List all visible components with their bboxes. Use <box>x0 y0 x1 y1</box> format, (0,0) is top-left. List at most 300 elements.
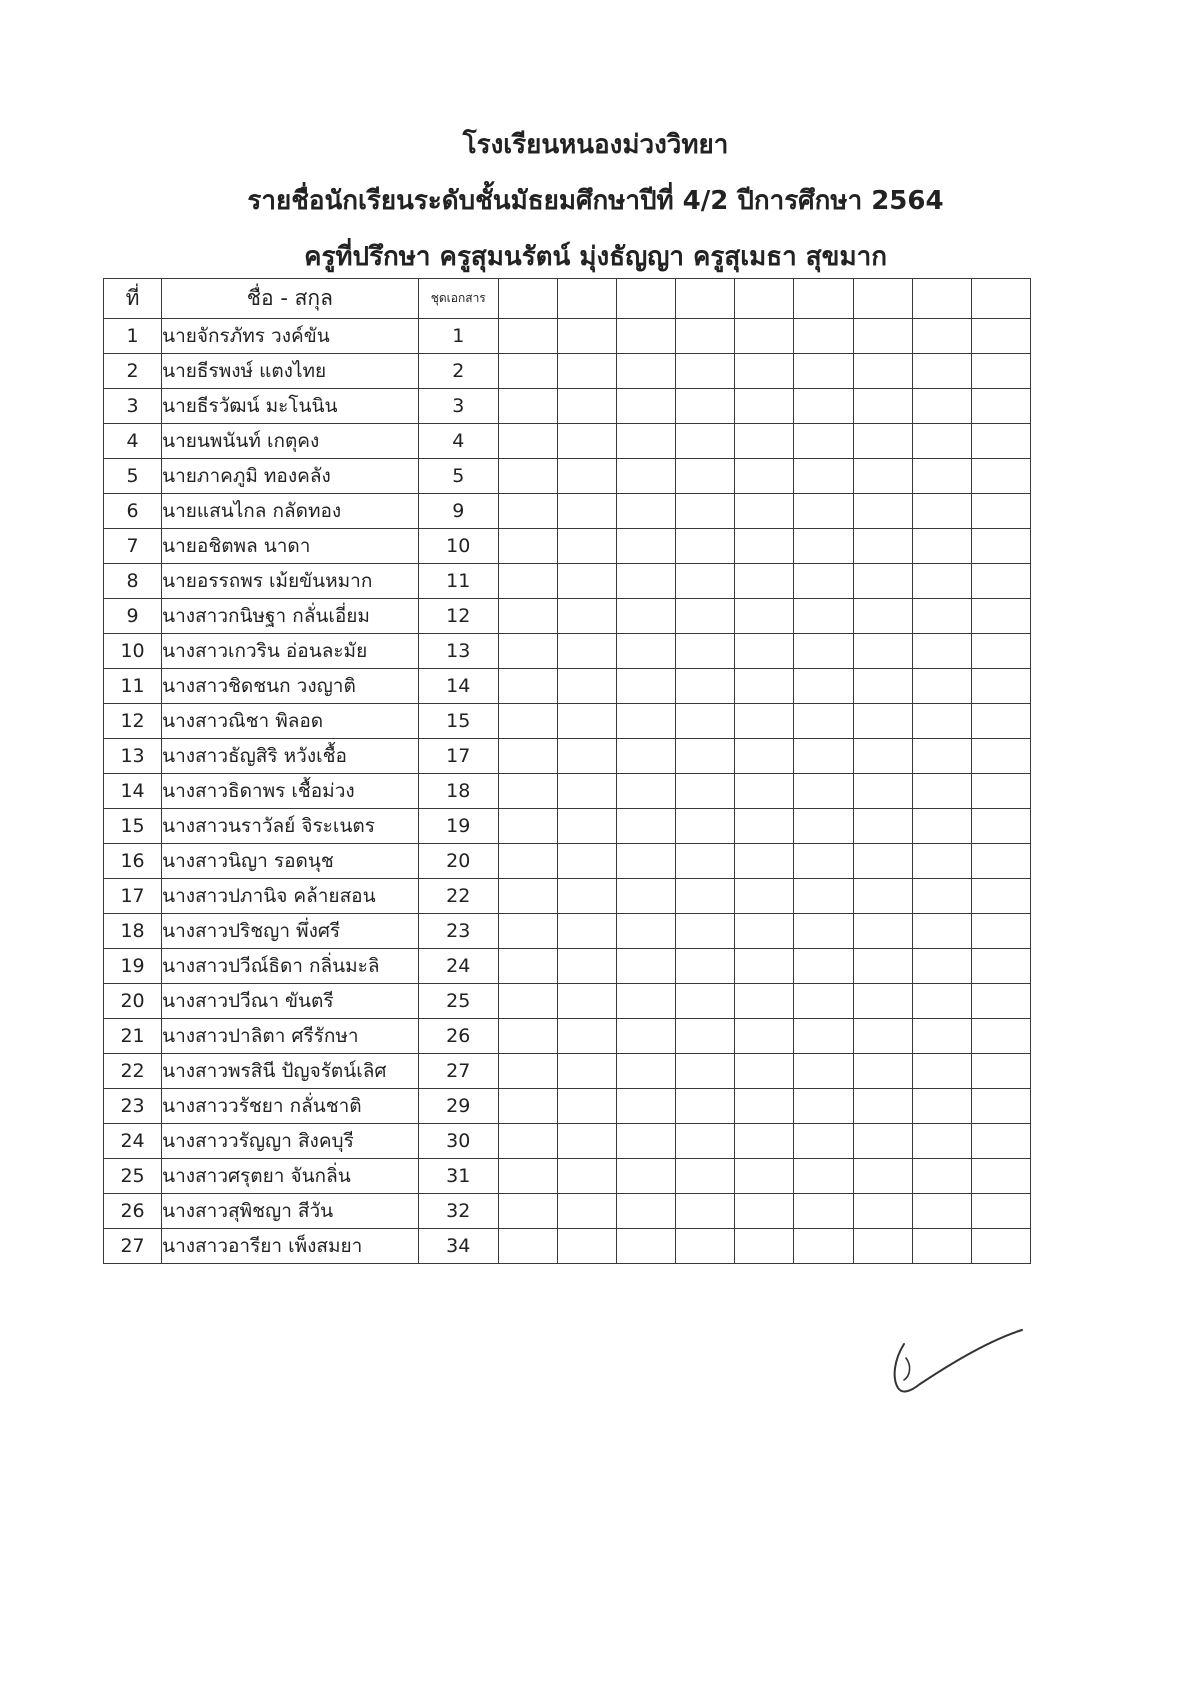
blank-cell <box>794 1054 853 1089</box>
row-number: 11 <box>104 669 162 704</box>
document-set-number: 15 <box>418 704 498 739</box>
row-number: 8 <box>104 564 162 599</box>
document-set-number: 14 <box>418 669 498 704</box>
blank-cell <box>971 1194 1030 1229</box>
document-set-number: 3 <box>418 389 498 424</box>
blank-cell <box>617 739 676 774</box>
blank-cell <box>912 599 971 634</box>
blank-cell <box>735 1229 794 1264</box>
blank-cell <box>617 529 676 564</box>
row-number: 21 <box>104 1019 162 1054</box>
blank-cell <box>794 494 853 529</box>
blank-cell <box>735 1089 794 1124</box>
blank-cell <box>617 1124 676 1159</box>
blank-cell <box>557 739 616 774</box>
blank-cell <box>794 1019 853 1054</box>
blank-cell <box>498 1124 557 1159</box>
blank-cell <box>557 704 616 739</box>
blank-cell <box>557 354 616 389</box>
blank-cell <box>735 354 794 389</box>
blank-cell <box>735 634 794 669</box>
blank-cell <box>617 599 676 634</box>
blank-cell <box>557 1054 616 1089</box>
blank-column-header <box>557 279 616 319</box>
blank-cell <box>557 389 616 424</box>
blank-cell <box>794 669 853 704</box>
blank-cell <box>735 1124 794 1159</box>
blank-cell <box>853 1054 912 1089</box>
blank-cell <box>853 809 912 844</box>
blank-cell <box>912 774 971 809</box>
blank-cell <box>617 704 676 739</box>
row-number: 4 <box>104 424 162 459</box>
blank-cell <box>498 1054 557 1089</box>
blank-cell <box>498 704 557 739</box>
blank-cell <box>971 1124 1030 1159</box>
table-row <box>104 704 1031 739</box>
row-number: 2 <box>104 354 162 389</box>
blank-cell <box>794 529 853 564</box>
blank-cell <box>735 389 794 424</box>
blank-cell <box>498 1194 557 1229</box>
blank-cell <box>617 389 676 424</box>
blank-cell <box>794 459 853 494</box>
blank-cell <box>912 1159 971 1194</box>
row-number: 9 <box>104 599 162 634</box>
table-row <box>104 774 1031 809</box>
blank-cell <box>557 599 616 634</box>
student-name: นางสาวศรุตยา จันกลิ่น <box>162 1159 419 1194</box>
blank-cell <box>794 1194 853 1229</box>
document-set-number: 31 <box>418 1159 498 1194</box>
blank-cell <box>912 704 971 739</box>
blank-cell <box>676 809 735 844</box>
blank-cell <box>498 389 557 424</box>
blank-cell <box>676 739 735 774</box>
blank-cell <box>971 529 1030 564</box>
blank-cell <box>971 1089 1030 1124</box>
blank-cell <box>676 1089 735 1124</box>
blank-cell <box>971 599 1030 634</box>
blank-cell <box>853 914 912 949</box>
blank-cell <box>617 459 676 494</box>
blank-cell <box>557 1089 616 1124</box>
blank-cell <box>735 879 794 914</box>
row-number: 18 <box>104 914 162 949</box>
blank-cell <box>498 494 557 529</box>
blank-cell <box>557 634 616 669</box>
blank-cell <box>853 739 912 774</box>
blank-cell <box>794 1124 853 1159</box>
student-name: นางสาวปวีณ์ธิดา กลิ่นมะลิ <box>162 949 419 984</box>
blank-cell <box>794 949 853 984</box>
document-set-number: 26 <box>418 1019 498 1054</box>
blank-cell <box>676 879 735 914</box>
row-number: 16 <box>104 844 162 879</box>
student-name: นายนพนันท์ เกตุคง <box>162 424 419 459</box>
blank-cell <box>794 599 853 634</box>
row-number: 12 <box>104 704 162 739</box>
student-name: นายภาคภูมิ ทองคลัง <box>162 459 419 494</box>
blank-cell <box>676 704 735 739</box>
blank-cell <box>794 634 853 669</box>
blank-cell <box>794 1159 853 1194</box>
blank-column-header <box>735 279 794 319</box>
row-number: 6 <box>104 494 162 529</box>
blank-cell <box>971 424 1030 459</box>
blank-cell <box>971 984 1030 1019</box>
table-row <box>104 1159 1031 1194</box>
blank-cell <box>853 319 912 354</box>
blank-cell <box>557 459 616 494</box>
blank-cell <box>971 354 1030 389</box>
row-number: 22 <box>104 1054 162 1089</box>
document-set-number: 13 <box>418 634 498 669</box>
blank-cell <box>617 844 676 879</box>
blank-cell <box>617 354 676 389</box>
blank-cell <box>794 774 853 809</box>
table-row <box>104 1124 1031 1159</box>
row-number: 17 <box>104 879 162 914</box>
table-row <box>104 1019 1031 1054</box>
blank-cell <box>676 1019 735 1054</box>
blank-column-header <box>676 279 735 319</box>
table-row <box>104 914 1031 949</box>
blank-cell <box>794 704 853 739</box>
student-name: นายอรรถพร เม้ยขันหมาก <box>162 564 419 599</box>
blank-cell <box>853 459 912 494</box>
blank-cell <box>498 599 557 634</box>
blank-cell <box>498 739 557 774</box>
blank-cell <box>676 424 735 459</box>
blank-cell <box>617 1159 676 1194</box>
blank-cell <box>676 1054 735 1089</box>
blank-cell <box>557 319 616 354</box>
blank-cell <box>498 424 557 459</box>
blank-cell <box>498 669 557 704</box>
blank-cell <box>676 494 735 529</box>
blank-cell <box>853 599 912 634</box>
blank-column-header <box>971 279 1030 319</box>
blank-cell <box>912 529 971 564</box>
blank-cell <box>676 1124 735 1159</box>
blank-cell <box>735 564 794 599</box>
row-number: 24 <box>104 1124 162 1159</box>
student-name: นางสาวนิญา รอดนุช <box>162 844 419 879</box>
row-number: 10 <box>104 634 162 669</box>
blank-cell <box>557 529 616 564</box>
table-header-row <box>104 279 1031 319</box>
blank-cell <box>498 1159 557 1194</box>
blank-cell <box>557 1194 616 1229</box>
blank-cell <box>971 389 1030 424</box>
document-set-number: 19 <box>418 809 498 844</box>
blank-cell <box>735 1159 794 1194</box>
blank-cell <box>557 1124 616 1159</box>
blank-cell <box>735 319 794 354</box>
document-set-number: 22 <box>418 879 498 914</box>
blank-cell <box>735 984 794 1019</box>
blank-cell <box>676 564 735 599</box>
student-name: นางสาวปวีณา ขันตรี <box>162 984 419 1019</box>
document-set-number: 18 <box>418 774 498 809</box>
student-name: นางสาวชิดชนก วงญาติ <box>162 669 419 704</box>
table-row <box>104 739 1031 774</box>
row-number: 20 <box>104 984 162 1019</box>
blank-cell <box>735 844 794 879</box>
blank-cell <box>912 914 971 949</box>
blank-cell <box>912 809 971 844</box>
document-set-number: 11 <box>418 564 498 599</box>
blank-column-header <box>617 279 676 319</box>
table-row <box>104 424 1031 459</box>
document-set-number: 12 <box>418 599 498 634</box>
blank-cell <box>853 529 912 564</box>
blank-cell <box>617 669 676 704</box>
row-number: 23 <box>104 1089 162 1124</box>
blank-cell <box>676 389 735 424</box>
blank-cell <box>853 879 912 914</box>
blank-cell <box>617 984 676 1019</box>
blank-cell <box>498 984 557 1019</box>
blank-cell <box>971 879 1030 914</box>
blank-cell <box>853 1194 912 1229</box>
blank-cell <box>794 844 853 879</box>
blank-cell <box>912 634 971 669</box>
blank-cell <box>557 564 616 599</box>
blank-cell <box>735 914 794 949</box>
blank-cell <box>617 494 676 529</box>
blank-cell <box>853 389 912 424</box>
blank-cell <box>735 669 794 704</box>
blank-cell <box>498 914 557 949</box>
blank-cell <box>735 949 794 984</box>
table-row <box>104 354 1031 389</box>
table-row <box>104 529 1031 564</box>
blank-cell <box>617 879 676 914</box>
blank-cell <box>912 1194 971 1229</box>
blank-cell <box>912 1089 971 1124</box>
document-set-number: 5 <box>418 459 498 494</box>
row-number: 1 <box>104 319 162 354</box>
blank-cell <box>735 529 794 564</box>
blank-cell <box>676 354 735 389</box>
document-set-number: 10 <box>418 529 498 564</box>
blank-cell <box>912 1054 971 1089</box>
blank-cell <box>617 424 676 459</box>
blank-cell <box>498 1089 557 1124</box>
blank-cell <box>912 459 971 494</box>
table-row <box>104 599 1031 634</box>
blank-cell <box>498 354 557 389</box>
document-set-number: 27 <box>418 1054 498 1089</box>
blank-cell <box>735 459 794 494</box>
blank-cell <box>735 599 794 634</box>
blank-cell <box>912 424 971 459</box>
table-row <box>104 319 1031 354</box>
blank-cell <box>617 774 676 809</box>
blank-cell <box>557 424 616 459</box>
student-name: นายจักรภัทร วงค์ขัน <box>162 319 419 354</box>
student-name: นายธีรพงษ์ แตงไทย <box>162 354 419 389</box>
student-name: นางสาวสุพิชญา สีวัน <box>162 1194 419 1229</box>
row-number: 14 <box>104 774 162 809</box>
blank-cell <box>794 1229 853 1264</box>
blank-cell <box>971 564 1030 599</box>
blank-cell <box>676 774 735 809</box>
blank-cell <box>498 459 557 494</box>
blank-cell <box>557 494 616 529</box>
blank-cell <box>912 354 971 389</box>
handwritten-signature-icon <box>880 1322 1030 1402</box>
blank-cell <box>676 669 735 704</box>
blank-cell <box>853 704 912 739</box>
blank-cell <box>498 529 557 564</box>
blank-column-header <box>794 279 853 319</box>
blank-cell <box>557 809 616 844</box>
blank-cell <box>735 704 794 739</box>
advisor-line: ครูที่ปรึกษา ครูสุมนรัตน์ มุ่งธัญญา ครูสุเมธา สุขมาก <box>304 242 887 272</box>
document-set-number: 32 <box>418 1194 498 1229</box>
blank-cell <box>794 739 853 774</box>
blank-cell <box>735 1054 794 1089</box>
school-name: โรงเรียนหนองม่วงวิทยา <box>462 130 729 160</box>
blank-cell <box>676 1229 735 1264</box>
column-header-document-set: ชุดเอกสาร <box>418 279 498 319</box>
blank-column-header <box>853 279 912 319</box>
blank-cell <box>971 1159 1030 1194</box>
blank-cell <box>617 914 676 949</box>
blank-cell <box>853 984 912 1019</box>
table-row <box>104 669 1031 704</box>
blank-cell <box>971 739 1030 774</box>
blank-cell <box>676 914 735 949</box>
blank-cell <box>617 634 676 669</box>
blank-cell <box>676 599 735 634</box>
blank-cell <box>912 879 971 914</box>
blank-cell <box>735 809 794 844</box>
blank-cell <box>676 1159 735 1194</box>
blank-cell <box>498 949 557 984</box>
student-name: นางสาวปาลิตา ศรีรักษา <box>162 1019 419 1054</box>
student-name: นางสาวนราวัลย์ จิระเนตร <box>162 809 419 844</box>
blank-cell <box>971 1054 1030 1089</box>
blank-cell <box>617 1194 676 1229</box>
blank-cell <box>498 319 557 354</box>
document-set-number: 20 <box>418 844 498 879</box>
blank-cell <box>676 1194 735 1229</box>
blank-cell <box>676 529 735 564</box>
blank-cell <box>912 494 971 529</box>
blank-cell <box>971 774 1030 809</box>
student-name: นางสาวกนิษฐา กลั่นเอี่ยม <box>162 599 419 634</box>
blank-cell <box>912 564 971 599</box>
blank-cell <box>794 914 853 949</box>
row-number: 15 <box>104 809 162 844</box>
blank-cell <box>735 1019 794 1054</box>
table-row <box>104 1089 1031 1124</box>
table-row <box>104 564 1031 599</box>
blank-cell <box>557 1159 616 1194</box>
blank-cell <box>971 634 1030 669</box>
document-set-number: 9 <box>418 494 498 529</box>
document-set-number: 25 <box>418 984 498 1019</box>
document-set-number: 4 <box>418 424 498 459</box>
blank-cell <box>971 494 1030 529</box>
blank-cell <box>912 844 971 879</box>
blank-cell <box>853 354 912 389</box>
document-set-number: 2 <box>418 354 498 389</box>
blank-cell <box>971 1229 1030 1264</box>
table-row <box>104 1054 1031 1089</box>
blank-cell <box>617 564 676 599</box>
student-name: นายอชิตพล นาดา <box>162 529 419 564</box>
document-set-number: 29 <box>418 1089 498 1124</box>
row-number: 25 <box>104 1159 162 1194</box>
blank-cell <box>794 389 853 424</box>
blank-cell <box>617 319 676 354</box>
blank-cell <box>617 1019 676 1054</box>
blank-cell <box>971 844 1030 879</box>
blank-cell <box>853 1019 912 1054</box>
blank-cell <box>735 424 794 459</box>
blank-cell <box>971 319 1030 354</box>
blank-cell <box>912 1124 971 1159</box>
blank-cell <box>971 669 1030 704</box>
blank-cell <box>794 984 853 1019</box>
blank-cell <box>735 774 794 809</box>
blank-cell <box>912 389 971 424</box>
blank-cell <box>794 319 853 354</box>
blank-cell <box>557 1019 616 1054</box>
blank-cell <box>676 949 735 984</box>
student-name: นางสาววรัชยา กลั่นชาติ <box>162 1089 419 1124</box>
column-header-number: ที่ <box>104 279 162 319</box>
blank-cell <box>498 809 557 844</box>
blank-cell <box>971 809 1030 844</box>
document-set-number: 17 <box>418 739 498 774</box>
table-row <box>104 949 1031 984</box>
column-header-name: ชื่อ - สกุล <box>162 279 419 319</box>
student-name: นางสาวธัญสิริ หวังเชื้อ <box>162 739 419 774</box>
document-set-number: 1 <box>418 319 498 354</box>
student-name: นายแสนไกล กลัดทอง <box>162 494 419 529</box>
blank-cell <box>557 774 616 809</box>
table-row <box>104 879 1031 914</box>
blank-cell <box>617 1054 676 1089</box>
blank-cell <box>971 949 1030 984</box>
blank-cell <box>912 949 971 984</box>
blank-cell <box>676 984 735 1019</box>
blank-cell <box>794 354 853 389</box>
blank-cell <box>853 494 912 529</box>
blank-cell <box>498 879 557 914</box>
blank-cell <box>853 1229 912 1264</box>
table-row <box>104 844 1031 879</box>
blank-cell <box>794 809 853 844</box>
blank-cell <box>853 949 912 984</box>
student-name: นางสาวธิดาพร เชื้อม่วง <box>162 774 419 809</box>
document-title: รายชื่อนักเรียนระดับชั้นมัธยมศึกษาปีที่ 4/2 ปีการศึกษา 2564 <box>247 186 944 216</box>
blank-cell <box>498 774 557 809</box>
blank-cell <box>676 844 735 879</box>
table-row <box>104 984 1031 1019</box>
blank-cell <box>912 319 971 354</box>
document-set-number: 23 <box>418 914 498 949</box>
table-row <box>104 809 1031 844</box>
blank-cell <box>853 634 912 669</box>
blank-cell <box>735 1194 794 1229</box>
